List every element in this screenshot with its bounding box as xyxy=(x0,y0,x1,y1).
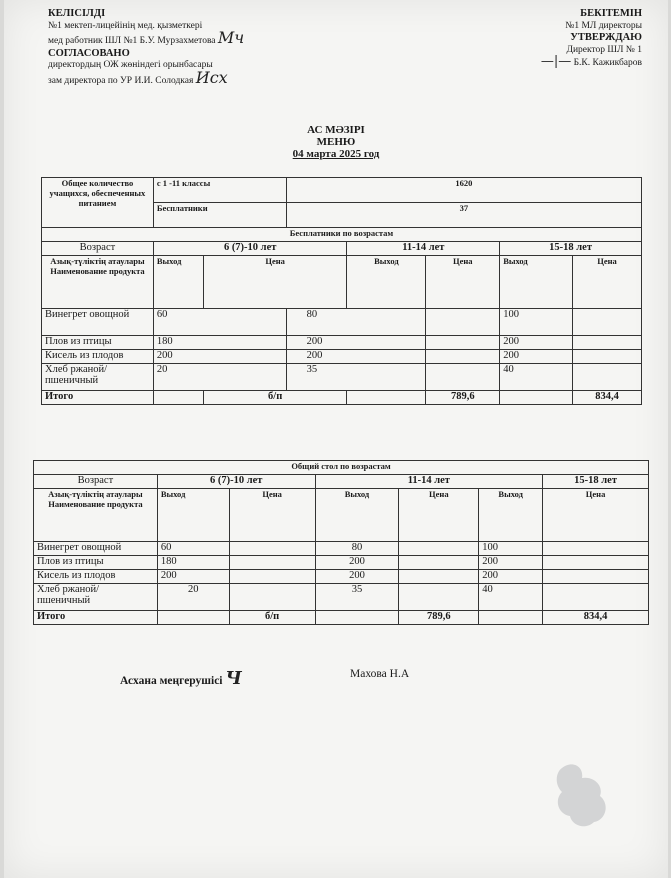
agreed-line-4: зам директора по УР И.И. Солодкая xyxy=(48,75,194,86)
grades-value: 1620 xyxy=(286,178,641,203)
out-value: 100 xyxy=(500,309,573,336)
approve-line-2: Директор ШЛ № 1 xyxy=(566,44,642,55)
price-header: Цена xyxy=(229,489,315,542)
table-row xyxy=(34,570,649,584)
out-value: 40 xyxy=(479,584,543,611)
product-header: Азық-түліктің атаулары Наименование продукта xyxy=(34,489,158,542)
signature-icon: Мч xyxy=(217,28,245,47)
out-value: 35 xyxy=(315,584,399,611)
product-name: Хлеб ржаной/ пшеничный xyxy=(42,364,154,391)
out-value: 60 xyxy=(153,309,286,336)
table-row xyxy=(34,542,649,556)
out-value: 80 xyxy=(315,542,399,556)
out-value: 200 xyxy=(315,556,399,570)
signature-icon: Ч xyxy=(225,668,242,689)
out-value: 200 xyxy=(479,556,543,570)
general-table xyxy=(33,460,649,625)
product-name: Плов из птицы xyxy=(34,556,158,570)
age-label: Возраст xyxy=(34,475,158,489)
out-value: 200 xyxy=(479,570,543,584)
signature-icon: Исх xyxy=(195,67,228,87)
title-kz: АС МӘЗІРІ xyxy=(307,124,365,136)
out-value: 60 xyxy=(157,542,229,556)
table-row xyxy=(34,556,649,570)
table-row xyxy=(42,364,642,391)
price-header: Цена xyxy=(426,256,500,309)
table-row xyxy=(34,584,649,611)
out-value: 35 xyxy=(286,364,426,391)
agreed-line-2: мед работник ШЛ №1 Б.У. Мурзахметова xyxy=(48,36,216,46)
product-name: Кисель из плодов xyxy=(34,570,158,584)
age-group: 15-18 лет xyxy=(500,242,642,256)
cook-role-text: Асхана меңгерушісі xyxy=(120,675,223,687)
price-header: Цена xyxy=(573,256,642,309)
product-name: Винегрет овощной xyxy=(34,542,158,556)
out-value: 200 xyxy=(500,336,573,350)
approval-left xyxy=(48,8,244,87)
out-header: Выход xyxy=(347,256,426,309)
out-value: 20 xyxy=(157,584,229,611)
product-name: Кисель из плодов xyxy=(42,350,154,364)
out-value: 80 xyxy=(286,309,426,336)
stain-icon xyxy=(552,760,612,830)
document-page xyxy=(4,0,668,878)
cook-role xyxy=(120,668,242,689)
table-row xyxy=(42,336,642,350)
price-header: Цена xyxy=(399,489,479,542)
age-group: 6 (7)-10 лет xyxy=(153,242,347,256)
out-value: 200 xyxy=(315,570,399,584)
free-label: Бесплатники xyxy=(153,203,286,228)
price-header: Цена xyxy=(203,256,347,309)
agreed-title-ru: СОГЛАСОВАНО xyxy=(48,47,130,59)
table-row xyxy=(42,350,642,364)
table-row xyxy=(42,309,642,336)
out-header: Выход xyxy=(500,256,573,309)
out-value: 200 xyxy=(153,350,286,364)
out-header: Выход xyxy=(153,256,203,309)
menu-title xyxy=(4,124,668,160)
table-caption: Общий стол по возрастам xyxy=(34,461,649,475)
out-value: 200 xyxy=(500,350,573,364)
out-header: Выход xyxy=(315,489,399,542)
approve-title-ru: УТВЕРЖДАЮ xyxy=(570,32,642,43)
title-ru: МЕНЮ xyxy=(316,136,356,148)
agreed-title-kz: КЕЛІСІЛДІ xyxy=(48,8,106,19)
agreed-line-3: директордың ОЖ жөніндегі орынбасары xyxy=(48,60,213,70)
menu-date: 04 марта 2025 год xyxy=(292,148,380,160)
table-caption: Бесплатники по возрастам xyxy=(42,228,642,242)
product-header: Азық-түліктің атаулары Наименование продукта xyxy=(42,256,154,309)
out-value: 20 xyxy=(153,364,286,391)
product-name: Винегрет овощной xyxy=(42,309,154,336)
total-value: 834,4 xyxy=(573,391,642,405)
total-value: 834,4 xyxy=(543,611,649,625)
out-value: 100 xyxy=(479,542,543,556)
out-value: 180 xyxy=(153,336,286,350)
out-value: 40 xyxy=(500,364,573,391)
total-students-label: Общее количество учащихся, обеспеченных питанием xyxy=(42,178,154,228)
total-value: б/п xyxy=(203,391,347,405)
age-group: 15-18 лет xyxy=(543,475,649,489)
product-name: Плов из птицы xyxy=(42,336,154,350)
price-header: Цена xyxy=(543,489,649,542)
product-name: Хлеб ржаной/ пшеничный xyxy=(34,584,158,611)
out-value: 200 xyxy=(157,570,229,584)
age-group: 11-14 лет xyxy=(347,242,500,256)
total-label: Итого xyxy=(34,611,158,625)
out-value: 180 xyxy=(157,556,229,570)
agreed-line-1: №1 мектеп-лицейінің мед. қызметкері xyxy=(48,20,203,31)
out-header: Выход xyxy=(479,489,543,542)
approve-title-kz: БЕКІТЕМІН xyxy=(580,8,642,19)
age-label: Возраст xyxy=(42,242,154,256)
total-row xyxy=(42,391,642,405)
out-value: 200 xyxy=(286,350,426,364)
total-value: б/п xyxy=(229,611,315,625)
age-group: 6 (7)-10 лет xyxy=(157,475,315,489)
total-label: Итого xyxy=(42,391,154,405)
total-row xyxy=(34,611,649,625)
free-meals-table xyxy=(41,177,642,405)
total-value: 789,6 xyxy=(399,611,479,625)
approve-line-1: №1 МЛ директоры xyxy=(565,20,642,31)
out-header: Выход xyxy=(157,489,229,542)
approve-line-3: Б.К. Кажикбаров xyxy=(573,58,642,68)
approval-right xyxy=(541,8,642,70)
out-value: 200 xyxy=(286,336,426,350)
age-group: 11-14 лет xyxy=(315,475,543,489)
signature-icon: —|— xyxy=(540,54,572,69)
cook-name: Махова Н.А xyxy=(350,668,410,680)
grades-label: с 1 -11 классы xyxy=(153,178,286,203)
free-value: 37 xyxy=(286,203,641,228)
total-value: 789,6 xyxy=(426,391,500,405)
